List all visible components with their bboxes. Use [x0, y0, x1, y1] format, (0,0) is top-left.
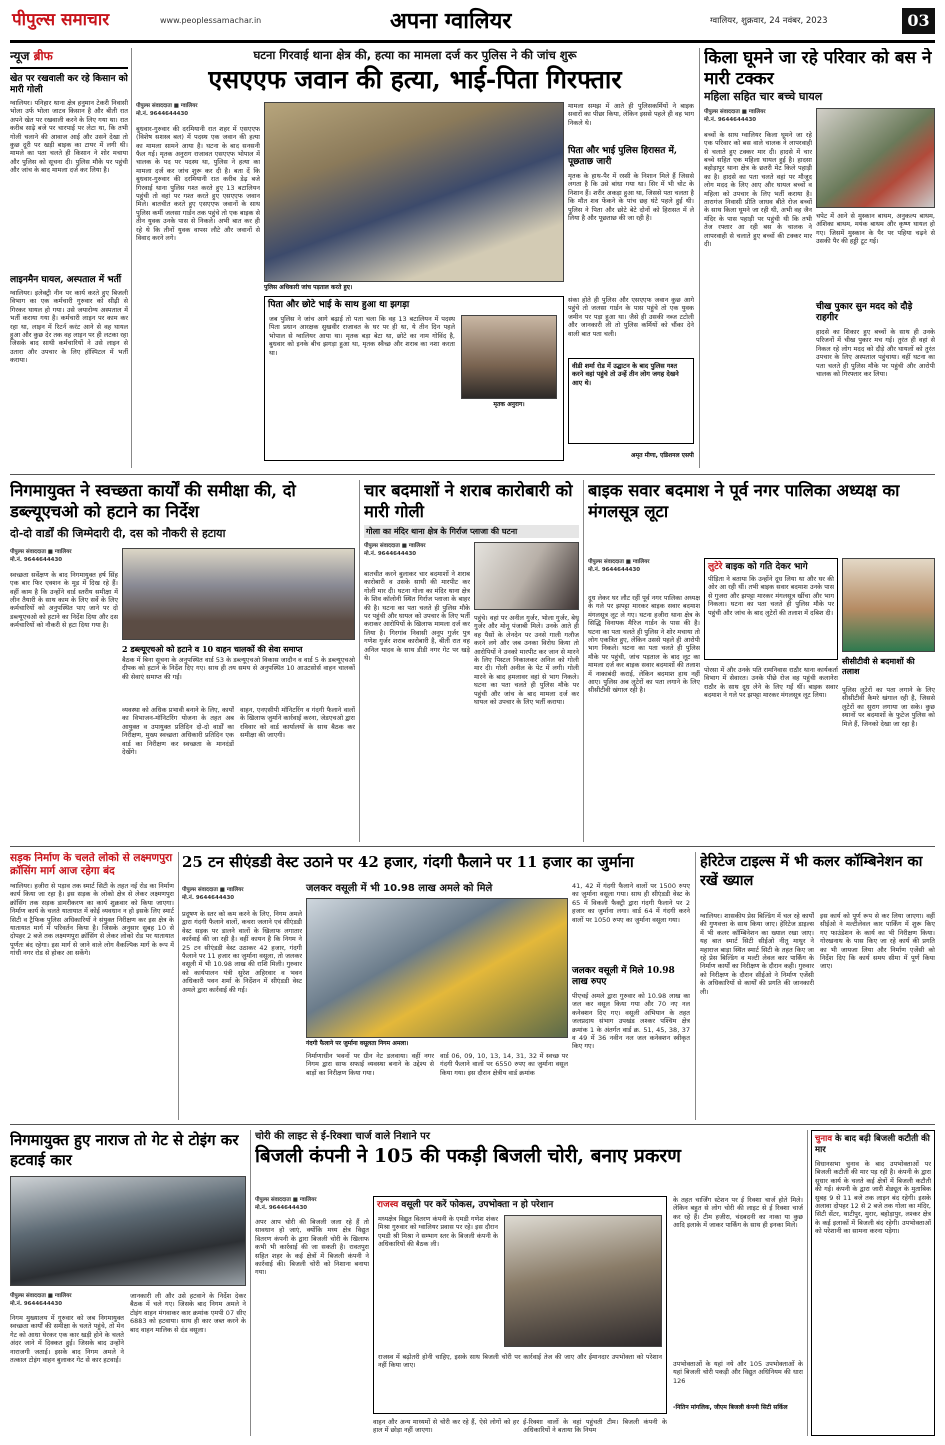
story3-col2: व्यवस्था को अधिक प्रभावी बनाने के लिए, कार्यों का विभाजन-मॉनिटरिंग योजना के तहत अब आयुक्त व उपायुक्त प्रतिदिन दो-दो वार्डों का निरीक्षण, मुख्य स्वच्छता अधिकारी प्रतिदिन एक वार्ड का निरीक्षण कर स्वच्छता के मानदंडों देखेंगे।: [122, 706, 234, 757]
story1-byline2: अमृत मीणा, एडिशनल एसपी: [630, 452, 694, 459]
story10-byline2: -नितिन मांगलिक, जीएम बिजली कंपनी सिटी सर्किल: [673, 1404, 788, 1411]
brief-title-main: न्यूज: [10, 49, 30, 63]
story-cd-waste-fine: [182, 852, 690, 1120]
story-power-cuts: [811, 1130, 935, 1436]
story1-phone: मो.नं. 9644644430: [136, 111, 189, 118]
story10-kicker: चोरी की लाइट से ई-रिक्शा चार्ज वाले निशाने पर: [255, 1131, 430, 1142]
story1-sub1: पिता और भाई पुलिस हिरासत में, पूछताछ जारी: [568, 146, 678, 167]
story3-byline: पीपुल्स संवाददाता ■ ग्वालियर: [10, 549, 72, 555]
story11-head: के बाद बढ़ी बिजली कटौती की मार: [815, 1134, 930, 1155]
fine-photo: [306, 898, 568, 1038]
story5-col2: पोरसा में और उनके पति रामनिवास राठौर थाना कार्यकर्ता विभाग में सेवारत। उनके पीछे रोज वह पहुंची कलानेरा राठौर के साथ दूध लेने के लिए गईं थीं। बाइक सवार बदमाश ने गले पर झपट्टा मारकर मंगलसूत्र लूट लिया।: [704, 666, 838, 700]
story1-inset: [264, 296, 564, 461]
story1-kicker: घटना गिरवाई थाना क्षेत्र की, हत्या का मामला दर्ज कर पुलिस ने की जांच शुरू: [253, 48, 577, 62]
story7-byline: पीपुल्स संवाददाता ■ ग्वालियर: [182, 887, 244, 893]
story5-phone: मो.नं. 9644644430: [588, 567, 641, 574]
story8-col1: ग्वालियर। शासकीय प्रेस बिल्डिंग में चल रहे कार्यों की गुणवत्ता के साथ किया जाए। हेरिटेज डाइल्स में भी कलर कॉम्बिनेशन का ख्याल रखा जाए। यह बात स्मार्ट सिटी सीईओ नीतू माथुर ने महाराज बाड़ा स्थित स्मार्ट सिटी के तहत किए जा रहे प्रेस बिल्डिंग व मल्टी लेवल कार पार्किंग के निर्माण कार्यों का निरीक्षण के दौरान कही। गुरुवार को निरीक्षण के दौरान सीईओ ने निर्माण एजेंसी के अधिकारियों से कार्यों की प्रगति की जानकारी ली।: [700, 912, 814, 996]
brief-title: [10, 48, 128, 64]
meeting-photo: [122, 548, 355, 640]
story10-head: बिजली कंपनी ने 105 की पकड़ी बिजली चोरी, बनाए प्रकरण: [255, 1145, 681, 1167]
story7-phone: मो.नं. 9644644430: [182, 895, 235, 902]
story10-col1: अपर आप चोरी की बिजली जला रहे हैं तो सावधान हो जाएं, क्योंकि मध्य क्षेत्र विद्युत वितरण कंपनी के द्वारा बिजली चोरी के खिलाफ कभी भी कार्रवाई की जा सकती है। रावतपुरा सहित शहर के कई क्षेत्रों में बिजली कंपनी ने कार्रवाई की। बिजली चोरी को निशाना बनाया गया।: [255, 1218, 369, 1277]
story7-head: 25 टन सीएंडडी वेस्ट उठाने पर 42 हजार, गंदगी फैलाने पर 11 हजार का जुर्माना: [182, 853, 634, 871]
story2-body: बच्चों के साथ ग्वालियर किला घूमने जा रहे एक परिवार को बस वाले चालक ने लापरवाही से चलाते हुए टक्कर मार दी। हादसे में चार बच्चे सहित एक महिला घायल हुई है। हादसा बहोड़ापुर थाना क्षेत्र के छतरी मेट किले पहाड़ी का है। हादसे का पता चलते वहां पर मौजूद लोग मदद के लिए आए और घायल बच्चों व महिला को उपचार के लिए भर्ती कराया है। तारागंज निवासी प्रीति जाधव बीते रोज बच्चों के साथ किला घूमने जा रही थी, अभी वह जैन मंदिर के पास पहाड़ी पर पहुंची थी कि तभी तेज रफ्तार आ रही बस के चालक ने लापरवाही से चलाते हुए बच्चों की टक्कर मार दी।: [704, 130, 812, 249]
story10-inset-body2: राजस्व में बढ़ोतरी होनी चाहिए, इसके साथ बिजली चोरी पर कार्रवाई तेज की जाए और ईमानदार उपभोक्ता को परेशान नहीं किया जाए।: [378, 1353, 662, 1370]
story8-col2: इस कार्य को पूर्ण रूप से कर लिया जाएगा। वहीं सीईओ ने मल्टीलेवल कार पार्किंग में शुरू किए गए फाउंडेशन के कार्य का भी निरीक्षण किया। गोरखनाथ के पास किए जा रहे कार्य की प्रगति का भी जायजा लिया और निर्माण एजेंसी को निर्देश दिए कि कार्य समय सीमा में पूर्ण किया जाए।: [820, 912, 935, 971]
inset-head: पिता और छोटे भाई के साथ हुआ था झगड़ा: [268, 300, 410, 310]
inset-head: बाइक को गति देकर भागे: [725, 562, 808, 572]
story11-body: विधानसभा चुनाव के बाद उपभोक्ताओं पर बिजली कटौती की मार पड़ रही है। कंपनी के द्वारा सुधार कार्य के चलते कई क्षेत्रों में बिजली कटौती की गई। कंपनी के द्वारा जारी शेड्यूल के मुताबिक सुबह 9 से 11 बजे तक लाइन बंद रहेगी। इसके अलावा दोपहर 12 से 2 बजे तक गोला का मंदिर, सिटी सेंटर, थाटीपुर, मुरार, बहोड़ापुर, लश्कर क्षेत्र के कई इलाकों में बिजली बंद रहेगी। उपभोक्ताओं को परेशानी का सामना करना पड़ेगा।: [815, 1160, 931, 1236]
story3-col3: वाहन, एनएसीपी मॉनिटरिंग व गंदगी फैलाने वालों के खिलाफ जुर्माने कार्रवाई करना, जेडएचओ द्वारा रविवार को वार्ड कार्यालयों के साथ बैठक कर समीक्षा की जाएगी।: [240, 706, 355, 740]
story2-phone: मो.नं. 9644644430: [704, 117, 757, 124]
inset-red-word: राजस्व: [377, 1200, 399, 1210]
meeting-photo: [504, 1215, 662, 1347]
story-towing: [10, 1130, 246, 1436]
story1-inset-col2: संका होते ही पुलिस और एसएएफ जवान कुछ आगे पहुंचे तो जलसा गार्डन के पास पहुंचे तो एक युवक जमीन पर पड़ा हुआ था। जैसे ही उसकी नब्ज टटोली और जानकारी ली तो पुलिस कर्मियों को चौंका देने वाली बात पता चली।: [568, 296, 694, 338]
towing-photo: [10, 1176, 246, 1286]
story2-cap: चपेट में आने से मुस्कान बाथम, अनुकल्प बाथम, अंशिका बाथम, मयंक बाथम और कृष्ण घायल हो गए। जिसमें मुस्कान के पैर पर पहिया चढ़ने से उसकी पैर की हड्डी टूट गई।: [816, 212, 935, 246]
story9-phone: मो.नं. 9644644430: [10, 1301, 63, 1308]
masthead-rule: [10, 40, 935, 43]
story9-col1: निगम मुख्यालय में गुरुवार को जब निगमायुक्त स्वच्छता कार्यों की समीक्षा के चलते पहुंचे, तो मेन गेट को आधा घेरकर एक कार खड़ी होने के चलते अंदर जाने में दिक्कत हुई। जिसके बाद उन्होंने नाराजगी जताई। इसके बाद निगम अमले ने तत्काल टोइंग वाहन बुलाकर गेट से कार हटवाई।: [10, 1314, 124, 1365]
story1-col2: मामला समझ में आते ही पुलिसकर्मियों ने बाइक सवारों का पीछा किया, लेकिन इससे पहले ही वह भाग निकले थे।: [568, 102, 694, 127]
story6-head: सड़क निर्माण के चलते लोको से लक्ष्मणपुरा क्रॉसिंग मार्ग आज रहेगा बंद: [10, 852, 173, 877]
story1-box: वीडी शर्मा रोड में उद्घाटन के बाद पुलिस गश्त करने वहां पहुंचे तो उन्हें तीन लोग जगह देखने आए थे।: [568, 358, 694, 444]
story1-col2b: मृतक के हाथ-पैर में रस्सी के निशान मिले हैं जिससे लगता है कि उसे बांधा गया था। सिर में भी चोट के निशान हैं। शरीर अकड़ा हुआ था, जिससे पता चलता है कि मौत शव फेंकने के पांच छह घंटे पहले हुई थी। पुलिस ने पिता और छोटे बेटे दोनों को हिरासत में ले लिया है और पूछताछ की जा रही है।: [568, 172, 694, 223]
story-power-theft: [255, 1130, 803, 1436]
story7-box-head: जलकर वसूली में भी 10.98 लाख अमले को मिले: [306, 883, 493, 894]
story3-head: निगमायुक्त ने स्वच्छता कार्यों की समीक्षा की, दो डब्ल्यूएचओ को हटाने का निर्देश: [10, 481, 296, 521]
story5-photo-cap: सीसीटीवी से बदमाशों की तलाश: [842, 656, 915, 676]
story1-byline: पीपुल्स संवाददाता ■ ग्वालियर: [136, 103, 198, 109]
story5-col1: दूध लेकर घर लौट रहीं पूर्व नगर पालिका अध्यक्ष के गले पर झपट्टा मारकर बाइक सवार बदमाश मंगलसूत्र लूट ले गए। घटना हजीरा थाना क्षेत्र के सिद्धि विनायक मैरिज गार्डन के पास की है। घटना का पता चलते ही पुलिस ने शोर मचाया तो लोग एकत्रित हुए, लेकिन उससे पहले ही आरोपी भाग निकले। घटना का पता चलते ही पुलिस मौके पर पहुंची, जांच पड़ताल के बाद लूट का मामला दर्ज कर बाइक सवार बदमाशों की तलाश में नाकाबंदी कराई, लेकिन बदमाश हाथ नहीं आए। पुलिस अब लुटेरों का पता लगाने के लिए सीसीटीवी खंगाल रही है।: [588, 594, 700, 695]
section-title: अपना ग्वालियर: [390, 8, 512, 34]
story10-phone: मो.नं. 9644644430: [255, 1205, 308, 1212]
story4-head: चार बदमाशों ने शराब कारोबारी को मारी गोली: [364, 481, 573, 521]
paper-url[interactable]: www.peoplessamachar.in: [160, 16, 262, 25]
story8-head: हेरिटेज टाइल्स में भी कलर कॉम्बिनेशन का रखें ख्याल: [700, 853, 923, 889]
victim-portrait: [842, 558, 935, 652]
story5-head: बाइक सवार बदमाश ने पूर्व नगर पालिका अध्यक्ष का मंगलसूत्र लूटा: [588, 481, 900, 521]
story-commissioner-review: [10, 480, 355, 842]
brief-title-accent: ब्रीफ: [33, 49, 53, 63]
story2-kicker: किला घूमने जा रहे परिवार को बस ने मारी टक्कर: [704, 48, 932, 89]
paper-name: पीपुल्स समाचार: [12, 10, 110, 30]
victim-photo: [461, 315, 557, 399]
story7-sub: जलकर वसूली में मिले 10.98 लाख रुपए: [572, 966, 675, 987]
story10-col3: के तहत चार्जिंग स्टेशन पर ई रिक्शा चार्ज होते मिले। लेकिन बहुत से लोग चोरी की लाइट से ई रिक्शा चार्ज कर रहे हैं। टीम हजीरा, चंदबदनी का नाका या कुछ आदि इलाके में जाकर पार्किंग के साथ ही इनका मिले।: [673, 1196, 803, 1230]
inset-head: वसूली पर करें फोकस, उपभोक्ता न हो परेशान: [401, 1200, 554, 1210]
masthead: [10, 6, 935, 40]
band-head: 2 डब्ल्यूएचओ को हटाने व 10 वाहन चालकों की सेवा समाप्त: [122, 644, 303, 654]
story7-col4: 41, 42 में गंदगी फैलाने वालों पर 1500 रुपए का जुर्माना वसूला गया। साथ ही सीएंडडी वेस्ट के 65 में विकली फैक्ट्री द्वारा गंदगी फैलाने पर 2 हजार का जुर्माना लगा। वार्ड 64 में गंदगी करने वालों पर 1050 रुपए का जुर्माना वसूला गया।: [572, 882, 690, 924]
accident-photo: [816, 108, 935, 208]
brief2-head: लाइनमैन घायल, अस्पताल में भर्ती: [10, 275, 122, 285]
story6-body: ग्वालियर। हजीरा से पड़ाव तक स्मार्ट सिटी के तहत नई रोड का निर्माण कार्य किया जा रहा है। इस सड़क के लोको क्षेत्र से लेकर लक्ष्मणपुरा क्रॉसिंग तक सड़क डामरीकरण का कार्य शुक्रवार को किया जाएगा। निर्माण कार्य के चलते यातायात में कोई व्यवधान न हो इसके लिए स्मार्ट सिटी व ट्रैफिक पुलिस अधिकारियों ने संयुक्त निरीक्षण कर इस क्षेत्र के यातायात मार्ग में परिवर्तन किया है। जिसके अनुसार सुबह 10 से दोपहर 2 बजे तक लक्ष्मणपुरा क्रॉसिंग से लेकर लोको रोड पर यातायात पूर्णतः बंद रहेगा। इस मार्ग से जाने वाले लोग वैकल्पिक मार्ग के रूप में गांधी नगर रोड से होकर आ सकेंगे।: [10, 882, 174, 958]
page-number: 03: [902, 8, 935, 34]
story1-caption: पुलिस अधिकारी जांच पड़ताल करते हुए।: [264, 284, 353, 291]
story9-col2: जानकारी ली और उसे हटवाने के निर्देश देकर बैठक में चले गए। जिसके बाद निगम अमले ने टोइंग वाहन मंगवाकर कार क्रमांक एमपी 07 सीए 6883 को हटवाया। साथ ही कार जब्त करने के बाद वाहन मालिक से दंड वसूला।: [130, 1292, 246, 1334]
story-saf-murder: [136, 48, 694, 468]
story2-body2: हादसे का शिकार हुए बच्चों के साथ ही उनके परिजनों में चीख पुकार मच गई। तुरंत ही वहां से निकल रहे लोग मदद को दौड़े और घायलों को तुरंत उपचार के लिए अस्पताल पहुंचाया। वहीं घटना का पता चलते ही पुलिस मौके पर पहुंची और आरोपी चालक को गिरफ्तार कर लिया।: [816, 328, 935, 379]
story-chain-snatching: [588, 480, 935, 842]
brief1-head: खेत पर रखवाली कर रहे किसान को मारी गोली: [10, 74, 128, 95]
story11-kicker: चुनाव: [815, 1134, 833, 1144]
date-line: ग्वालियर, शुक्रवार, 24 नवंबर, 2023: [710, 16, 828, 26]
story9-byline: पीपुल्स संवाददाता ■ ग्वालियर: [10, 1293, 72, 1299]
story10-col4: ई-रिक्शा वालों के वहां पहुंचती टीम। बिजली कंपनी के अधिकारियों ने बताया कि नियम: [523, 1418, 667, 1435]
story7-col1: प्रदूषण के स्तर को कम करने के लिए, निगम अमले द्वारा गंदगी फैलाने वालों, कचरा जलाने एवं सीएंडडी वेस्ट सड़क पर डालने वालों के खिलाफ लगातार कार्रवाई की जा रही है। वहीं कायन है कि निगम ने 25 टन सीएंडडी वेस्ट उठाकर 42 हजार, गंदगी फैलाने पर 11 हजार का जुर्माना वसूला, तो जलकर वसूली में भी 10.98 लाख की राशि मिली। गुरुवार को कार्यपालन यंत्री सुरेश अहिरवार व भवन अधिकारी पवन शर्मा के निर्देशन में सीएंडडी वेस्ट अमले द्वारा कार्रवाई की गई।: [182, 910, 302, 994]
story-road-closure: [10, 852, 174, 1120]
story4-col1: बातचीत करने बुलाकर चार बदमाशों ने शराब कारोबारी व उसके साथी की मारपीट कर गोली मार दी। घटना गोला का मंदिर थाना क्षेत्र के शिव कॉलोनी स्थित गिर्राज प्लाजा के बाहर की है। घटना का पता चलते ही पुलिस मौके पर पहुंची और घायल को उपचार के लिए भर्ती कराकर आरोपियों के खिलाफ मामला दर्ज कर लिया है। गिरगांव निवासी अनूप गुर्जर पुत्र गणेश गुर्जर शराब कारोबारी है, बीती रात वह अनिल यादव के साथ डीडी नगर गेट पर खड़े थे।: [364, 570, 470, 663]
news-brief: [10, 48, 128, 468]
story2-sub: महिला सहित चार बच्चे घायल: [704, 90, 823, 103]
story3-sub: दो-दो वार्डों की जिम्मेदारी दी, दस को नौकरी से हटाया: [10, 527, 226, 540]
story7-caption: गंदगी फैलाने पर जुर्माना वसूलता निगम अमला।: [306, 1040, 409, 1047]
story10-inset: [373, 1196, 667, 1414]
brief1-body: ग्वालियर। पनिहार थाना क्षेत्र हनुमान टेकरी निवासी भोला उर्फ भोला जाटव किसान है और बीती रात अपने खेत पर रखवाली करने के लिए गया था। रात करीब साढ़े बजे पर चारपाई पर लेटा था, कि तभी गोली चलाने की आवाज आई और उसने देखा तो कुछ दूरी पर खड़ी बाइक का टायर में लगी थी। मामले का पता चलते ही किसान ने शोर मचाया और पुलिस को सूचना दी। पुलिस मौके पर पहुंची और जांच के बाद मामला दर्ज कर लिया है।: [10, 99, 128, 175]
story3-band: [122, 644, 355, 702]
story9-head: निगमायुक्त हुए नाराज तो गेट से टोइंग कर हटवाई कार: [10, 1131, 239, 1169]
brief2-body: ग्वालियर। इलेक्ट्री नीन पर कार्य करते हुए बिजली विभाग का एक कर्मचारी गुरुवार को सीढ़ी से गिरकर घायल हो गया। उसे जयारोग्य अस्पताल में भर्ती कराया गया है। कर्मचारी लाइन पर काम कर रहा था, लाइन में रिटर्न करंट आने से वह घायल हुआ और कुछ देर तक वह लाइन पर ही लटका रहा जिसके बाद साथी कर्मचारियों ने उसे लाइन से उतारा और उपचार के लिए हॉस्पिटल में भर्ती कराया।: [10, 289, 128, 365]
story-bus-accident: [704, 48, 935, 468]
story1-col1: बुधवार-गुरुवार की दरमियानी रात शहर में एसएएफ (विशेष सशस्त्र बल) में पदस्थ एक जवान की हत्या का मामला सामने आया है। घटना के बाद सनसनी फैल गई। मृतक अनुराग राजावत एसएएफ भोपाल में चालक के पद पर पदस्थ था, पुलिस ने हत्या का मामला दर्ज कर जांच शुरू कर दी है। बता दें कि बुधवार-गुरुवार की दरमियानी रात करीब डेढ़ बजे गिरवाई थाना पुलिस गश्त करते हुए 13 बटालियन पहुंची तो वहां पर गश्त करते हुए एसएएफ जवान मिले। बातचीत करते हुए एसएएफ जवानों के साथ पुलिस कर्मी जलसा गार्डन तक पहुंचे तो एक बाइक से तीन युवक उनके पास से निकले। अभी बात कर ही रहे थे कि तीनों युवक वापस लौटे और जवानों से विवाद करने लगे।: [136, 124, 260, 243]
police-photo: [264, 102, 564, 282]
inset-red-word: लुटेरे: [708, 562, 723, 572]
story2-sub2: चीख पुकार सुन मदद को दौड़े राहगीर: [816, 302, 913, 323]
victim-caption: मृतक अनुराग।: [493, 401, 525, 408]
story1-head: एसएएफ जवान की हत्या, भाई-पिता गिरफ्तार: [208, 65, 622, 94]
story7-col3: वार्ड 06, 09, 10, 13, 14, 31, 32 में स्वच्छ पर गंदगी फैलाने वालों पर 6550 रुपए का जुर्माना वसूल किया गया। इस दौरान क्षेत्रीय वार्ड क्रमांक: [440, 1052, 568, 1077]
story3-phone: मो.नं. 9644644430: [10, 557, 63, 564]
story10-byline: पीपुल्स संवाददाता ■ ग्वालियर: [255, 1197, 317, 1203]
inset-body: जब पुलिस ने जांच आगे बढ़ाई तो पता चला कि वह 13 बटालियन में पदस्थ पिता प्रधान आरक्षक सुखवीर राजावत के घर पर ही था, ये तीन दिन पहले भोपाल से ग्वालियर आया था। मृतक बड़ा बेटा था, छोटे का नाम गोविंद है, बुधवार को इनके बीच झगड़ा हुआ था, मृतक स्वैच्छ और शराब का नशा करता था।: [269, 315, 455, 357]
story4-col2: पहुंचे। वहां पर अनील गुर्जर, भोला गुर्जर, बेधू गुर्जर और मोनू पंजाबी मिले। उनके आते ही वह पैसों के लेनदेन पर उनसे गाली गलौज करने लगे और जब उनका विरोध किया तो आरोपियों ने उनको मारपीट कर जान से मारने के लिए पिस्टल निकालकर अनिल को गोली मार दी। गोली अनील के पेट में लगी। गोली मारने के बाद हमलावर वहां से भाग निकले। घटना का पता चलते ही पुलिस मौके पर पहुंची और जांच के बाद मामला दर्ज कर घायल को उपचार के लिए भर्ती कराया।: [474, 614, 579, 707]
story5-inset-body: पीड़िता ने बताया कि उन्होंने दूध लिया था और घर की ओर आ रही थीं। तभी बाइक सवार बदमाश उनके पास से गुजरा और झपट्टा मारकर मंगलसूत्र खींचा और भाग निकला। घटना का पता चलते ही पुलिस मौके पर पहुंची और जांच के बाद लुटेरों की तलाश में दबिश दी।: [708, 575, 834, 617]
story-liquor-trader-shot: [364, 480, 579, 842]
story5-inset: [704, 558, 838, 660]
story-heritage-tiles: [700, 852, 935, 1120]
story2-byline: पीपुल्स संवाददाता ■ ग्वालियर: [704, 109, 766, 115]
story4-phone: मो.नं. 9644644430: [364, 551, 417, 558]
story7-col2: निर्माणाधीन भवनों पर ग्रीन नेट डलवाया। वहीं नगर निगम द्वारा साफ सफाई व्यवस्था बनाने के उद्देश्य से बाड़ों का निरीक्षण किया गया।: [306, 1052, 434, 1077]
story4-sub: गोला का मंदिर थाना क्षेत्र के गिर्राज प्लाजा की घटना: [364, 525, 579, 538]
injured-photo: [474, 542, 579, 610]
story5-col3: पुलिस लुटेरों का पता लगाने के लिए सीसीटीवी कैमरे खंगाल रही है, जिससे लुटेरों का सुराग लगाया जा सके। कुछ स्थानों पर बदमाशों के फुटेज पुलिस को मिले हैं, जिनको देखा जा रहा है।: [842, 686, 935, 728]
story7-col5: पीएचई अमले द्वारा गुरुवार को 10.98 लाख का जल कर वसूल किया गया और 70 नए नल कनेक्शन दिए गए। वसूली अभियान के तहत जलप्रदाय संभाग उपखंड लश्कर पश्चिम क्षेत्र क्रमांक 1 के अंतर्गत वार्ड क्र. 51, 45, 38, 37 व 49 में 36 नवीन नल जल कनेक्शन स्वीकृत किए गए।: [572, 992, 690, 1051]
story10-col5: वाहन और अन्य माध्यमों से चोरी कर रहे हैं, ऐसे लोगों को हर हाल में छोड़ा नहीं जाएगा।: [373, 1418, 519, 1435]
story5-byline: पीपुल्स संवाददाता ■ ग्वालियर: [588, 559, 650, 565]
band-body: बैठक में बिना सूचना के अनुपस्थित वार्ड 53 के डब्ल्यूएचओ विकास जादौन व वार्ड 5 के डब्ल्यूएचओ दीपक को हटाने के निर्देश दिए गए। साथ ही तय समय से अनुपस्थित 10 आउटसोर्स वाहन चालकों की सेवाएं समाप्त की गईं।: [122, 656, 355, 681]
story4-byline: पीपुल्स संवाददाता ■ ग्वालियर: [364, 543, 426, 549]
story10-inset-body: मध्यक्षेत्र विद्युत वितरण कंपनी के एमडी गणेश शंकर मिश्रा गुरुवार को ग्वालियर प्रवास पर रहे। इस दौरान एमडी श्री मिश्रा ने सम्भाग स्तर के बिजली कंपनी के अधिकारियों की बैठक ली।: [378, 1215, 498, 1249]
story10-col2: उपभोक्ताओं के यहां नये और 105 उपभोक्ताओं के यहां बिजली चोरी पकड़ी और विद्युत अधिनियम की धारा 126: [673, 1360, 803, 1385]
story3-col1: स्वच्छता सर्वेक्षण के बाद निगमायुक्त हर्ष सिंह एक बार फिर एक्शन के मूड में दिख रहे हैं। वहीं काम है कि उन्होंने वार्ड स्तरीय समीक्षा में लीन तैयारी के साथ काम के लिए सर्वे के लिए कर्मचारियों को अनुपस्थित पाए जाने पर दो डब्ल्यूएचओ को हटाने का निर्देश दिया और दस कर्मचारियों को नौकरी से हटा दिया गया है।: [10, 570, 118, 630]
